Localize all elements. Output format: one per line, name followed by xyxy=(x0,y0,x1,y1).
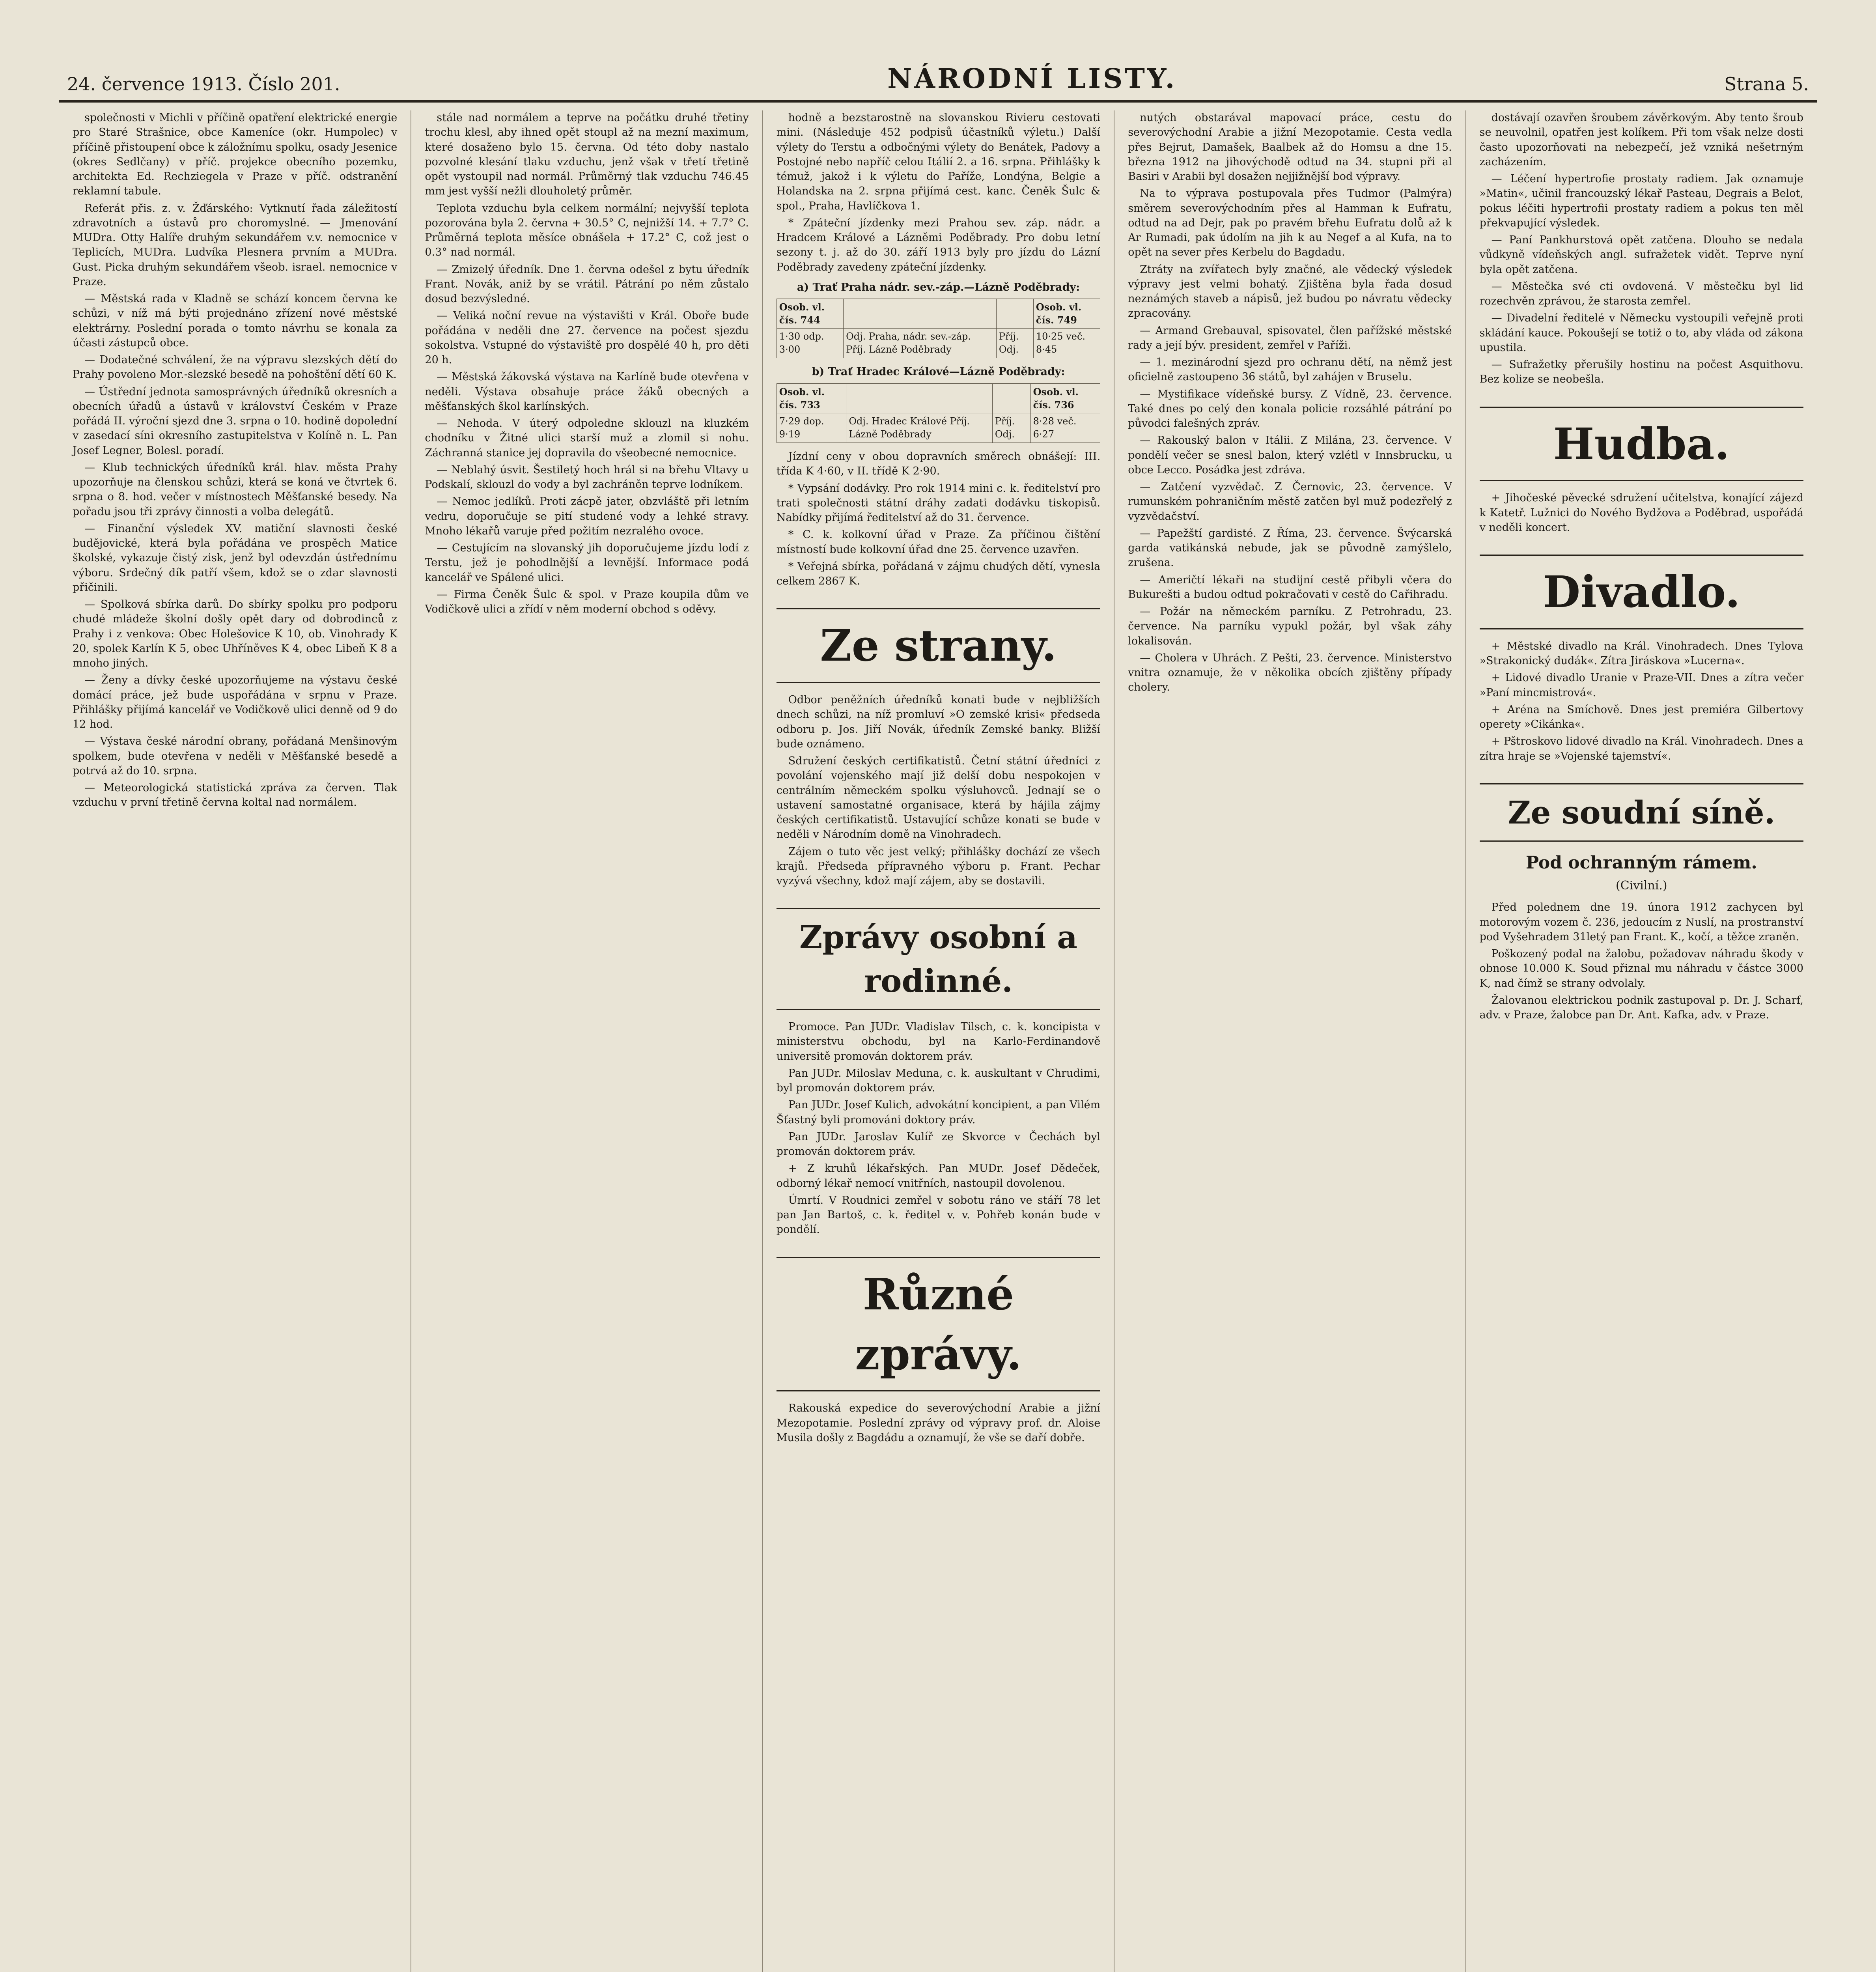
timetable-a xyxy=(777,299,1100,358)
section-heading-zpravy-osobni: Zprávy osobní a rodinné. xyxy=(777,908,1100,1010)
article-paragraph: — Neblahý úsvit. Šestiletý hoch hrál si na břehu Vltavy u Podskalí, sklouzl do vody a byl zachráněn teprve lodníkem. xyxy=(425,463,749,491)
article-paragraph: — Ženy a dívky české upozorňujeme na výstavu české domácí práce, jež bude uspořádána v srpnu v Praze. Přihlášky přijímá kancelář ve Vodičkově ulici denně od 9 do 12 hod. xyxy=(73,674,398,730)
timetable-row xyxy=(777,329,1100,358)
timetable-header-cell xyxy=(992,383,1030,413)
article-paragraph: — Finanční výsledek XV. matiční slavnosti české budějovické, která byla pořádána ve prospěch Matice školské, vykazuje čistý zisk, jenž byl odevzdán ústřednímu výboru. Srdečný dík patří všem, kdož se o zdar slavnosti přičinili. xyxy=(73,522,398,594)
column-5 xyxy=(1465,110,1817,1972)
article-paragraph: — Cholera v Uhrách. Z Pešti, 23. července. Ministerstvo vnitra oznamuje, že v několika obcích zjištěny případy cholery. xyxy=(1128,652,1452,694)
article-paragraph: + Lidové divadlo Uranie v Praze-VII. Dnes a zítra večer »Paní mincmistrová«. xyxy=(1479,672,1803,699)
page-number: Strana 5. xyxy=(1724,73,1809,95)
timetable-cell: 10·25 več. 8·45 xyxy=(1033,329,1100,358)
section-heading-divadlo: Divadlo. xyxy=(1480,555,1803,629)
article-paragraph: hodně a bezstarostně na slovanskou Rivieru cestovati mini. (Následuje 452 podpisů účastníků výletu.) Další výlety do Terstu a odbočnými výlety do Benátek, Padovy a Postojné nebo napříč celou Itálií 2. a 16. srpna. Přihlášky k témuž, jakož i k výletu do Paříže, Londýna, Belgie a Holandska na 2. srpna přijímá cest. kanc. Čeněk Šulc & spol., Praha, Havlíčkova 1. xyxy=(776,112,1101,212)
article-paragraph: — Spolková sbírka darů. Do sbírky spolku pro podporu chudé mládeže školní došly opět dary od dobrodinců z Prahy i z venkova: Obec Holešovice K 10, ob. Vinohrady K 20, spolek Karlín K 5, obec Uhříněves K 4, obec Libeň K 8 a mnoho jiných. xyxy=(73,598,398,669)
article-paragraph: Ztráty na zvířatech byly značné, ale vědecký výsledek výpravy jest velmi bohatý. Zjištěna byla řada dosud neznámých staveb a nápisů, jež budou po návratu vědecky zpracovány. xyxy=(1128,263,1452,320)
article-paragraph: Sdružení českých certifikatistů. Četní státní úředníci z povolání vojenského mají již delší dobu nespokojen v centrálním německém spolku výsluhovců. Jednají se o ustavení samostatné organisace, která by hájila zájmy českých certifikatistů. Ustavující schůze konati se bude v neděli v Národním domě na Vinohradech. xyxy=(776,755,1101,841)
article-paragraph: — Městečka své cti ovdovená. V městečku byl lid rozechvěn zprávou, že starosta zemřel. xyxy=(1479,280,1803,307)
article-paragraph: Jízdní ceny v obou dopravních směrech obnášejí: III. třída K 4·60, v II. třídě K 2·90. xyxy=(776,450,1101,478)
article-paragraph: — Meteorologická statistická zpráva za červen. Tlak vzduchu v první třetině června koltal nad normálem. xyxy=(73,782,398,809)
article-paragraph: Pan JUDr. Jaroslav Kulíř ze Skvorce v Čechách byl promován doktorem práv. xyxy=(776,1130,1101,1158)
article-paragraph: + Z kruhů lékařských. Pan MUDr. Josef Dědeček, odborný lékař nemocí vnitřních, nastoupil dovolenou. xyxy=(776,1162,1101,1190)
article-subheadline: (Civilní.) xyxy=(1616,878,1667,893)
timetable-header-cell: Osob. vl. čís. 744 xyxy=(777,299,843,329)
article-paragraph: — Nemoc jedlíků. Proti zácpě jater, obzvláště při letním vedru, doporučuje se pití studené vody a lehké stravy. Mnoho lékařů varuje před požitím nezralého ovoce. xyxy=(425,495,749,537)
article-paragraph: — Rakouský balon v Itálii. Z Milána, 23. července. V pondělí večer se snesl balon, který vzlétl v Innsbrucku, u obce Lecco. Posádka jest zdráva. xyxy=(1128,434,1452,476)
article-paragraph: Úmrtí. V Roudnici zemřel v sobotu ráno ve stáří 78 let pan Jan Bartoš, c. k. ředitel v. v. Pohřeb konán bude v pondělí. xyxy=(776,1194,1101,1236)
article-paragraph: společnosti v Michli v příčině opatření elektrické energie pro Staré Strašnice, obce Kameníce (okr. Humpolec) v příčině přistoupení obce k záložnímu spolku, osady Jesenice (okres Sedlčany) v příč. projekce obecního pozemku, architekta Ed. Rechziegela v Praze v příč. odstranění reklamní tabule. xyxy=(73,112,398,198)
article-paragraph: — 1. mezinárodní sjezd pro ochranu dětí, na němž jest oficielně zastoupeno 36 států, byl zahájen v Bruselu. xyxy=(1128,356,1452,383)
article-paragraph: Žalovanou elektrickou podnik zastupoval p. Dr. J. Scharf, adv. v Praze, žalobce pan Dr. Ant. Kafka, adv. v Praze. xyxy=(1479,994,1803,1021)
timetable-row xyxy=(777,413,1100,443)
article-paragraph: — Požár na německém parníku. Z Petrohradu, 23. července. Na parníku vypukl požár, byl však záhy lokalisován. xyxy=(1128,605,1452,647)
masthead xyxy=(59,59,1817,103)
article-paragraph: dostávají ozavřen šroubem závěrkovým. Aby tento šroub se neuvolnil, opatřen jest kolíkem. Při tom však nelze dosti často upozorňovati na nebezpečí, jež vzniká nešetrným zacházením. xyxy=(1479,112,1803,168)
column-1 xyxy=(59,110,411,1972)
timetable-cell: 7·29 dop. 9·19 xyxy=(777,413,846,443)
article-paragraph: + Pštroskovo lidové divadlo na Král. Vinohradech. Dnes a zítra hraje se »Vojenské tajemství«. xyxy=(1479,735,1803,762)
article-paragraph: Referát přis. z. v. Žďárského: Vytknutí řada záležitostí zdravotních a ústavů pro choromyslné. — Jmenování MUDra. Otty Halíře druhým sekundářem v.v. nemocnice v Teplicích, MUDra. Ludvíka Plesnera prvním a MUDra. Gust. Picka druhým sekundářem všeob. israel. nemocnice v Praze. xyxy=(73,202,398,288)
timetable-b xyxy=(777,383,1100,443)
article-paragraph: Teplota vzduchu byla celkem normální; nejvyšší teplota pozorována byla 2. června + 30.5° C, nejnižší 14. + 7.7° C. Průměrná teplota měsíce obnášela + 17.2° C, což jest o 0.3° nad normál. xyxy=(425,202,749,259)
article-paragraph: — Papežští gardisté. Z Říma, 23. července. Švýcarská garda vatikánská nebude, jak se původně zamýšlelo, zrušena. xyxy=(1128,527,1452,569)
article-paragraph: — Paní Pankhurstová opět zatčena. Dlouho se nedala vůdkyně vídeňských angl. sufražetek vidět. Teprve nyní byla opět zatčena. xyxy=(1479,234,1803,276)
article-paragraph: — Léčení hypertrofie prostaty radiem. Jak oznamuje »Matin«, učinil francouzský lékař Pasteau, Degrais a Belot, pokus léčiti hypertrofii prostaty radiem a pokus ten měl překvapující výsledek. xyxy=(1479,173,1803,229)
article-paragraph: — Firma Čeněk Šulc & spol. v Praze koupila dům ve Vodičkově ulici a zřídí v něm moderní obchod s oděvy. xyxy=(425,588,749,615)
timetable-b-caption: b) Trať Hradec Králové—Lázně Poděbrady: xyxy=(812,366,1065,378)
article-paragraph: + Městské divadlo na Král. Vinohradech. Dnes Tylova »Strakonický dudák«. Zítra Jiráskova »Lucerna«. xyxy=(1479,640,1803,667)
timetable-header-cell: Osob. vl. čís. 736 xyxy=(1030,383,1100,413)
article-paragraph: Pan JUDr. Miloslav Meduna, c. k. auskultant v Chrudimi, byl promován doktorem práv. xyxy=(776,1067,1101,1094)
article-paragraph: — Městská žákovská výstava na Karlíně bude otevřena v neděli. Výstava obsahuje práce žáků obecných a měšťanských škol karlínských. xyxy=(425,371,749,413)
article-paragraph: — Dodatečné schválení, že na výpravu slezských dětí do Prahy povoleno Mor.-slezské besedě na pohoštění dětí 60 K. xyxy=(73,354,398,381)
article-paragraph: + Jihočeské pěvecké sdružení učitelstva, konající zájezd k Katetř. Lužnici do Nového Bydžova a Poděbrad, uspořádá v neděli koncert. xyxy=(1479,492,1803,534)
timetable-header-cell xyxy=(846,383,992,413)
article-paragraph: — Mystifikace vídeňské bursy. Z Vídně, 23. července. Také dnes po celý den konala policie rozsáhlé pátrání po původci falešných zpráv. xyxy=(1128,388,1452,430)
article-paragraph: + Aréna na Smíchově. Dnes jest premiéra Gilbertovy operety »Cikánka«. xyxy=(1479,703,1803,731)
column-4 xyxy=(1114,110,1465,1972)
section-heading-hudba: Hudba. xyxy=(1480,407,1803,482)
column-2 xyxy=(411,110,762,1972)
article-paragraph: Promoce. Pan JUDr. Vladislav Tilsch, c. k. koncipista v ministerstvu obchodu, byl na Karlo-Ferdinandově universitě promován doktorem práv. xyxy=(776,1021,1101,1063)
article-paragraph: — Veliká noční revue na výstavišti v Král. Oboře bude pořádána v neděli dne 27. července na počest sjezdu sokolstva. Vstupné do výstaviště pro dospělé 40 h, pro děti 20 h. xyxy=(425,310,749,366)
article-paragraph: Zájem o tuto věc jest velký; přihlášky dochází ze všech krajů. Předseda přípravného výboru p. Frant. Pechar vyzývá všechny, kdož mají zájem, aby se dostavili. xyxy=(776,845,1101,887)
timetable-cell: Odj. Hradec Králové Příj. Lázně Poděbrady xyxy=(846,413,992,443)
article-paragraph: — Zmizelý úředník. Dne 1. června odešel z bytu úředník Frant. Novák, aniž by se vrátil. Pátrání po něm zůstalo dosud bezvýsledné. xyxy=(425,263,749,305)
timetable-cell: 8·28 več. 6·27 xyxy=(1030,413,1100,443)
article-paragraph: — Klub technických úředníků král. hlav. města Prahy upozorňuje na členskou schůzi, která se koná ve čtvrtek 6. srpna o 8. hod. večer v místnostech Měšťanské besedy. Na pořadu jsou tři zprávy činnosti a volba delegátů. xyxy=(73,461,398,518)
timetable-header-cell: Osob. vl. čís. 749 xyxy=(1033,299,1100,329)
article-paragraph: nutých obstarával mapovací práce, cestu do severovýchodní Arabie a jižní Mezopotamie. Cesta vedla přes Bejrut, Damašek, Baalbek až do Homsu a dne 15. března 1912 na jihovýchodě odtud na 34. stupni při al Basiri v Arabii byl dosažen nejjižnější bod výpravy. xyxy=(1128,112,1452,183)
newspaper-title: NÁRODNÍ LISTY. xyxy=(887,63,1177,95)
article-paragraph: * C. k. kolkovní úřad v Praze. Za příčinou čištění místností bude kolkovní úřad dne 25. července uzavřen. xyxy=(776,528,1101,556)
article-paragraph: — Ústřední jednota samosprávných úředníků okresních a obecních úřadů a ústavů v království Českém v Praze pořádá II. výroční sjezd dne 3. srpna o 10. hodině dopolední v zasedací síni okresního zastupitelstva v Kolíně n. L. Pan Josef Legner, Bolesl. poradí. xyxy=(73,385,398,457)
article-paragraph: Odbor peněžních úředníků konati bude v nejbližších dnech schůzi, na níž promluví »O zemské krisi« předseda odboru p. Jos. Jiří Novák, úředník Zemské banky. Bližší bude oznámeno. xyxy=(776,694,1101,750)
article-paragraph: — Nehoda. V úterý odpoledne sklouzl na kluzkém chodníku v Žitné ulici starší muž a zlomil si nohu. Záchranná stanice jej dopravila do všeobecné nemocnice. xyxy=(425,417,749,459)
timetable-a-caption: a) Trať Praha nádr. sev.-záp.—Lázně Poděbrady: xyxy=(797,281,1080,293)
article-headline: Pod ochranným rámem. xyxy=(1525,853,1757,873)
issue-date: 24. července 1913. Číslo 201. xyxy=(67,73,340,95)
article-paragraph: — Cestujícím na slovanský jih doporučujeme jízdu lodí z Terstu, jež je pohodlnější a levnější. Informace podá kancelář ve Spálené ulici. xyxy=(425,542,749,584)
columns xyxy=(59,110,1817,1972)
article-paragraph: — Městská rada v Kladně se schází koncem června ke schůzi, v níž má býti projednáno zřízení nové městské elektrárny. Poslední porada o tomto návrhu se konala za účasti zástupců obce. xyxy=(73,293,398,349)
article-paragraph: * Veřejná sbírka, pořádaná v zájmu chudých dětí, vynesla celkem 2867 K. xyxy=(776,560,1101,588)
newspaper-page xyxy=(59,59,1817,1972)
article-paragraph: Pan JUDr. Josef Kulich, advokátní koncipient, a pan Vilém Šťastný byli promováni doktory práv. xyxy=(776,1099,1101,1126)
timetable-header-cell xyxy=(844,299,997,329)
timetable-cell: Příj. Odj. xyxy=(996,329,1033,358)
timetable-header-cell xyxy=(996,299,1033,329)
timetable-cell: Odj. Praha, nádr. sev.-záp. Příj. Lázně Poděbrady xyxy=(844,329,997,358)
timetable-header-cell: Osob. vl. čís. 733 xyxy=(777,383,846,413)
timetable-cell: Příj. Odj. xyxy=(992,413,1030,443)
column-3 xyxy=(762,110,1114,1972)
article-paragraph: — Výstava české národní obrany, pořádaná Menšinovým spolkem, bude otevřena v neděli v Měšťanské besedě a potrvá až do 10. srpna. xyxy=(73,735,398,777)
article-paragraph: — Divadelní ředitelé v Německu vystoupili veřejně proti skládání kauce. Pokoušejí se totiž o to, aby vláda od zákona upustila. xyxy=(1479,312,1803,354)
article-paragraph: — Zatčení vyzvědač. Z Černovic, 23. července. V rumunském pohraničním městě zatčen byl muž podezřelý z vyzvědačství. xyxy=(1128,481,1452,523)
section-heading-ze-strany: Ze strany. xyxy=(777,608,1100,683)
article-paragraph: — Sufražetky přerušily hostinu na počest Asquithovu. Bez kolize se neobešla. xyxy=(1479,359,1803,386)
article-paragraph: — Armand Grebauval, spisovatel, člen pařížské městské rady a její býv. president, zemřel v Paříži. xyxy=(1128,324,1452,351)
section-heading-ruzne-zpravy: Různé zprávy. xyxy=(777,1257,1100,1392)
article-paragraph: Poškozený podal na žalobu, požadovav náhradu škody v obnose 10.000 K. Soud přiznal mu náhradu v částce 3000 K, nad čímž se strany odvolaly. xyxy=(1479,948,1803,990)
article-paragraph: Rakouská expedice do severovýchodní Arabie a jižní Mezopotamie. Poslední zprávy od výpravy prof. dr. Aloise Musila došly z Bagdádu a oznamují, že vše se daří dobře. xyxy=(776,1402,1101,1444)
section-heading-ze-soudni-sine: Ze soudní síně. xyxy=(1480,783,1803,842)
article-paragraph: * Zpáteční jízdenky mezi Prahou sev. záp. nádr. a Hradcem Králové a Lázněmi Poděbrady. Pro dobu letní sezony t. j. až do 30. září 1913 byly pro jízdu do Lázní Poděbrady zavedeny zpáteční jízdenky. xyxy=(776,217,1101,273)
article-paragraph: Před polednem dne 19. února 1912 zachycen byl motorovým vozem č. 236, jedoucím z Nuslí, na prostranství pod Vyšehradem 31letý pan Frant. K., kočí, a těžce zraněn. xyxy=(1479,901,1803,943)
article-paragraph: Na to výprava postupovala přes Tudmor (Palmýra) směrem severovýchodním přes al Hamman k Eufratu, odtud na ad Dejr, pak po pravém břehu Eufratu dolů až k Ar Rumadi, pak údolím na jih k au Negef a al Kufa, na to opět na sever přes Kerbelu do Bagdadu. xyxy=(1128,187,1452,259)
timetable-cell: 1·30 odp. 3·00 xyxy=(777,329,843,358)
article-paragraph: stále nad normálem a teprve na počátku druhé třetiny trochu klesl, aby ihned opět stoupl až na mezní maximum, které dosaženo bylo 15. června. Od této doby nastalo pozvolné klesání tlaku vzduchu, jenž však v třetí třetině opět vystoupil nad normál. Průměrný tlak vzduchu 746.45 mm jest vyšší nežli dlouholetý průměr. xyxy=(425,112,749,198)
article-paragraph: * Vypsání dodávky. Pro rok 1914 mini c. k. ředitelství pro trati společnosti státní dráhy zadati dodávku tiskopisů. Nabídky přijímá ředitelství až do 31. července. xyxy=(776,482,1101,524)
article-paragraph: — Američtí lékaři na studijní cestě přibyli včera do Bukurešti a budou odtud pokračovati v cestě do Cařihradu. xyxy=(1128,573,1452,601)
